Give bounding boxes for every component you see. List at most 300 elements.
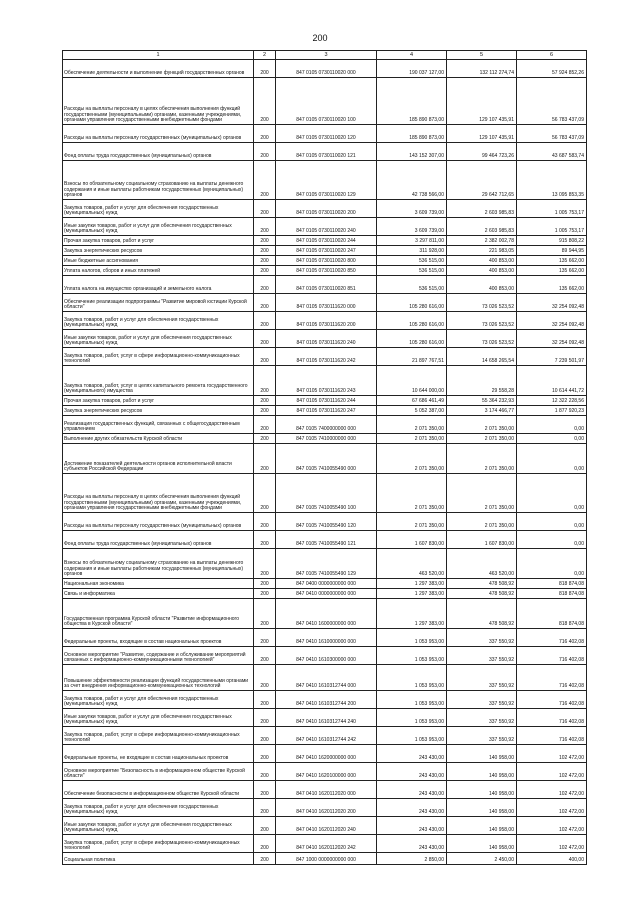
row-name: Расходы на выплаты персоналу в целях обеспечения выполнения функций государственными (муниципальными) органами, казенными учреждениями, органами управления государственными внебюджетными фондами bbox=[63, 474, 254, 513]
row-classification-code: 847 0105 7410055490 100 bbox=[276, 474, 377, 513]
row-classification-code: 847 0105 0730111620 242 bbox=[276, 348, 377, 366]
row-executed-amount: 29 642 712,65 bbox=[447, 161, 517, 200]
row-approved-amount: 3 609 739,00 bbox=[377, 200, 447, 218]
row-executed-amount: 2 071 350,00 bbox=[447, 416, 517, 434]
row-line-code: 200 bbox=[254, 444, 276, 474]
row-classification-code: 847 0105 7410055490 129 bbox=[276, 549, 377, 579]
row-approved-amount: 143 152 307,00 bbox=[377, 143, 447, 161]
row-executed-amount: 14 658 265,54 bbox=[447, 348, 517, 366]
table-row bbox=[63, 78, 587, 125]
row-line-code: 200 bbox=[254, 256, 276, 266]
row-executed-amount: 337 550,92 bbox=[447, 647, 517, 665]
table-row bbox=[63, 444, 587, 474]
table-row bbox=[63, 256, 587, 266]
row-line-code: 200 bbox=[254, 579, 276, 589]
row-name: Закупка товаров, работ и услуг для обеспечения государственных (муниципальных) нужд bbox=[63, 312, 254, 330]
row-approved-amount: 1 297 383,00 bbox=[377, 579, 447, 589]
row-approved-amount: 1 607 830,00 bbox=[377, 531, 447, 549]
row-executed-amount: 337 550,92 bbox=[447, 691, 517, 709]
row-executed-amount: 463 520,00 bbox=[447, 549, 517, 579]
row-line-code: 200 bbox=[254, 246, 276, 256]
row-unexecuted-amount: 12 322 228,56 bbox=[517, 396, 587, 406]
row-classification-code: 847 0105 0730110020 000 bbox=[276, 60, 377, 78]
table-row bbox=[63, 246, 587, 256]
table-row bbox=[63, 396, 587, 406]
row-approved-amount: 2 071 350,00 bbox=[377, 416, 447, 434]
row-name: Иные закупки товаров, работ и услуг для обеспечения государственных (муниципальных) нужд bbox=[63, 817, 254, 835]
row-classification-code: 847 0105 0730111620 000 bbox=[276, 294, 377, 312]
row-line-code: 200 bbox=[254, 366, 276, 396]
row-line-code: 200 bbox=[254, 745, 276, 763]
row-name: Закупка товаров, работ, услуг в целях капитального ремонта государственного (муниципального) имущества bbox=[63, 366, 254, 396]
row-classification-code: 847 0410 1620112020 240 bbox=[276, 817, 377, 835]
table-row bbox=[63, 589, 587, 599]
row-unexecuted-amount: 102 472,00 bbox=[517, 817, 587, 835]
row-name: Уплата налога на имущество организаций и земельного налога bbox=[63, 276, 254, 294]
row-classification-code: 847 0105 7410055490 120 bbox=[276, 513, 377, 531]
row-unexecuted-amount: 0,00 bbox=[517, 531, 587, 549]
page-number: 200 bbox=[312, 33, 328, 43]
row-classification-code: 847 0105 7400000000 000 bbox=[276, 416, 377, 434]
row-unexecuted-amount: 56 783 437,09 bbox=[517, 125, 587, 143]
row-unexecuted-amount: 32 254 092,48 bbox=[517, 312, 587, 330]
row-classification-code: 847 0410 1610300000 000 bbox=[276, 647, 377, 665]
row-executed-amount: 129 107 435,91 bbox=[447, 125, 517, 143]
row-classification-code: 847 0105 7410055490 000 bbox=[276, 444, 377, 474]
row-unexecuted-amount: 818 874,08 bbox=[517, 589, 587, 599]
row-approved-amount: 1 297 383,00 bbox=[377, 599, 447, 629]
row-unexecuted-amount: 0,00 bbox=[517, 444, 587, 474]
table-row bbox=[63, 691, 587, 709]
table-row bbox=[63, 513, 587, 531]
row-executed-amount: 337 550,92 bbox=[447, 727, 517, 745]
row-approved-amount: 105 280 616,00 bbox=[377, 294, 447, 312]
row-unexecuted-amount: 0,00 bbox=[517, 474, 587, 513]
table-row bbox=[63, 312, 587, 330]
row-unexecuted-amount: 102 472,00 bbox=[517, 745, 587, 763]
row-approved-amount: 243 430,00 bbox=[377, 781, 447, 799]
row-name: Закупка товаров, работ, услуг в сфере информационно-коммуникационных технологий bbox=[63, 727, 254, 745]
header-cell: 2 bbox=[254, 51, 276, 60]
row-executed-amount: 400 853,00 bbox=[447, 266, 517, 276]
row-executed-amount: 400 853,00 bbox=[447, 256, 517, 266]
row-classification-code: 847 0105 0730110020 800 bbox=[276, 256, 377, 266]
row-executed-amount: 3 174 466,77 bbox=[447, 406, 517, 416]
row-classification-code: 847 0410 1620112020 000 bbox=[276, 781, 377, 799]
row-approved-amount: 5 052 387,00 bbox=[377, 406, 447, 416]
row-executed-amount: 73 026 523,52 bbox=[447, 312, 517, 330]
row-unexecuted-amount: 102 472,00 bbox=[517, 835, 587, 853]
row-approved-amount: 243 430,00 bbox=[377, 763, 447, 781]
row-executed-amount: 2 071 350,00 bbox=[447, 434, 517, 444]
row-line-code: 200 bbox=[254, 853, 276, 865]
row-unexecuted-amount: 716 402,08 bbox=[517, 665, 587, 691]
row-name: Закупка товаров, работ, услуг в сфере информационно-коммуникационных технологий bbox=[63, 348, 254, 366]
row-executed-amount: 337 550,92 bbox=[447, 629, 517, 647]
row-unexecuted-amount: 102 472,00 bbox=[517, 781, 587, 799]
row-executed-amount: 29 558,28 bbox=[447, 366, 517, 396]
row-classification-code: 847 0410 1610312744 242 bbox=[276, 727, 377, 745]
row-unexecuted-amount: 32 254 092,48 bbox=[517, 294, 587, 312]
row-unexecuted-amount: 716 402,08 bbox=[517, 709, 587, 727]
row-name: Закупка товаров, работ, услуг в сфере информационно-коммуникационных технологий bbox=[63, 835, 254, 853]
row-classification-code: 847 0410 0000000000 000 bbox=[276, 589, 377, 599]
table-row bbox=[63, 629, 587, 647]
row-approved-amount: 243 430,00 bbox=[377, 799, 447, 817]
row-classification-code: 847 0105 7410000000 000 bbox=[276, 434, 377, 444]
row-name: Уплата налогов, сборов и иных платежей bbox=[63, 266, 254, 276]
row-line-code: 200 bbox=[254, 312, 276, 330]
row-approved-amount: 42 738 566,00 bbox=[377, 161, 447, 200]
row-executed-amount: 140 958,00 bbox=[447, 745, 517, 763]
row-line-code: 200 bbox=[254, 330, 276, 348]
table-row bbox=[63, 294, 587, 312]
row-name: Иные закупки товаров, работ и услуг для обеспечения государственных (муниципальных) нужд bbox=[63, 330, 254, 348]
row-classification-code: 847 0105 0730111620 244 bbox=[276, 396, 377, 406]
table-row bbox=[63, 266, 587, 276]
row-unexecuted-amount: 716 402,08 bbox=[517, 629, 587, 647]
row-approved-amount: 2 071 350,00 bbox=[377, 474, 447, 513]
row-executed-amount: 132 112 274,74 bbox=[447, 60, 517, 78]
row-unexecuted-amount: 1 877 920,23 bbox=[517, 406, 587, 416]
row-name: Федеральные проекты, входящие в состав национальных проектов bbox=[63, 629, 254, 647]
row-approved-amount: 463 520,00 bbox=[377, 549, 447, 579]
table-row bbox=[63, 416, 587, 434]
row-unexecuted-amount: 400,00 bbox=[517, 853, 587, 865]
row-unexecuted-amount: 43 687 583,74 bbox=[517, 143, 587, 161]
row-executed-amount: 337 550,92 bbox=[447, 665, 517, 691]
row-classification-code: 847 0410 1620100000 000 bbox=[276, 763, 377, 781]
row-name: Расходы на выплаты персоналу государственных (муниципальных) органов bbox=[63, 513, 254, 531]
row-name: Национальная экономика bbox=[63, 579, 254, 589]
row-unexecuted-amount: 7 239 501,97 bbox=[517, 348, 587, 366]
row-executed-amount: 2 071 350,00 bbox=[447, 474, 517, 513]
row-unexecuted-amount: 0,00 bbox=[517, 416, 587, 434]
row-line-code: 200 bbox=[254, 434, 276, 444]
row-unexecuted-amount: 57 924 852,26 bbox=[517, 60, 587, 78]
table-row bbox=[63, 348, 587, 366]
row-executed-amount: 2 450,00 bbox=[447, 853, 517, 865]
row-classification-code: 847 0105 0730110020 121 bbox=[276, 143, 377, 161]
table-row bbox=[63, 366, 587, 396]
row-line-code: 200 bbox=[254, 276, 276, 294]
row-approved-amount: 185 890 873,00 bbox=[377, 78, 447, 125]
row-classification-code: 847 0105 0730110020 100 bbox=[276, 78, 377, 125]
row-executed-amount: 73 026 523,52 bbox=[447, 294, 517, 312]
row-approved-amount: 1 297 383,00 bbox=[377, 589, 447, 599]
table-row bbox=[63, 434, 587, 444]
row-executed-amount: 129 107 435,91 bbox=[447, 78, 517, 125]
row-unexecuted-amount: 716 402,08 bbox=[517, 727, 587, 745]
row-classification-code: 847 0105 7410055490 121 bbox=[276, 531, 377, 549]
row-classification-code: 847 0105 0730110020 244 bbox=[276, 236, 377, 246]
table-row bbox=[63, 579, 587, 589]
row-unexecuted-amount: 135 662,00 bbox=[517, 266, 587, 276]
budget-execution-table bbox=[62, 50, 587, 865]
table-row bbox=[63, 531, 587, 549]
row-line-code: 200 bbox=[254, 143, 276, 161]
row-approved-amount: 243 430,00 bbox=[377, 745, 447, 763]
row-unexecuted-amount: 716 402,08 bbox=[517, 691, 587, 709]
row-line-code: 200 bbox=[254, 416, 276, 434]
row-unexecuted-amount: 56 783 437,09 bbox=[517, 78, 587, 125]
row-line-code: 200 bbox=[254, 531, 276, 549]
row-approved-amount: 105 280 616,00 bbox=[377, 330, 447, 348]
row-line-code: 200 bbox=[254, 513, 276, 531]
row-name: Достижение показателей деятельности органов исполнительной власти субъектов Российской Федерации bbox=[63, 444, 254, 474]
row-name: Обеспечение реализации подпрограммы "Развитие мировой юстиции Курской области" bbox=[63, 294, 254, 312]
row-executed-amount: 140 958,00 bbox=[447, 835, 517, 853]
row-unexecuted-amount: 1 005 753,17 bbox=[517, 200, 587, 218]
row-executed-amount: 99 464 723,26 bbox=[447, 143, 517, 161]
row-name: Фонд оплаты труда государственных (муниципальных) органов bbox=[63, 143, 254, 161]
row-approved-amount: 536 515,00 bbox=[377, 276, 447, 294]
header-cell: 4 bbox=[377, 51, 447, 60]
row-classification-code: 847 0410 1620112020 242 bbox=[276, 835, 377, 853]
row-classification-code: 847 0105 0730110020 120 bbox=[276, 125, 377, 143]
row-name: Основное мероприятие "Развитие, содержание и обслуживание мероприятий связанных с информационно-коммуникационными технологией" bbox=[63, 647, 254, 665]
row-executed-amount: 2 071 350,00 bbox=[447, 444, 517, 474]
table-row bbox=[63, 161, 587, 200]
table-row bbox=[63, 647, 587, 665]
row-classification-code: 847 0410 1610312744 000 bbox=[276, 665, 377, 691]
row-line-code: 200 bbox=[254, 781, 276, 799]
table-row bbox=[63, 781, 587, 799]
row-line-code: 200 bbox=[254, 406, 276, 416]
row-executed-amount: 221 983,05 bbox=[447, 246, 517, 256]
row-name: Взносы по обязательному социальному страхованию на выплаты денежного содержания и иные выплаты работникам государственных (муниципальных) органов bbox=[63, 161, 254, 200]
table-row bbox=[63, 799, 587, 817]
row-approved-amount: 243 430,00 bbox=[377, 817, 447, 835]
row-name: Федеральные проекты, не входящие в состав национальных проектов bbox=[63, 745, 254, 763]
row-unexecuted-amount: 716 402,08 bbox=[517, 647, 587, 665]
row-approved-amount: 185 890 873,00 bbox=[377, 125, 447, 143]
row-classification-code: 847 0410 1610312744 240 bbox=[276, 709, 377, 727]
row-executed-amount: 2 603 985,83 bbox=[447, 200, 517, 218]
row-name: Фонд оплаты труда государственных (муниципальных) органов bbox=[63, 531, 254, 549]
row-executed-amount: 337 550,92 bbox=[447, 709, 517, 727]
row-unexecuted-amount: 102 472,00 bbox=[517, 763, 587, 781]
row-line-code: 200 bbox=[254, 236, 276, 246]
row-name: Обеспечение деятельности и выполнение функций государственных органов bbox=[63, 60, 254, 78]
row-line-code: 200 bbox=[254, 647, 276, 665]
table-row bbox=[63, 599, 587, 629]
row-executed-amount: 55 364 232,93 bbox=[447, 396, 517, 406]
row-classification-code: 847 0105 0730110020 200 bbox=[276, 200, 377, 218]
row-line-code: 200 bbox=[254, 549, 276, 579]
table-row bbox=[63, 853, 587, 865]
header-cell: 5 bbox=[447, 51, 517, 60]
row-approved-amount: 1 053 953,00 bbox=[377, 727, 447, 745]
table-row bbox=[63, 236, 587, 246]
row-approved-amount: 67 686 461,49 bbox=[377, 396, 447, 406]
row-name: Закупка энергетических ресурсов bbox=[63, 246, 254, 256]
row-line-code: 200 bbox=[254, 691, 276, 709]
row-unexecuted-amount: 135 662,00 bbox=[517, 276, 587, 294]
header-row bbox=[63, 51, 587, 60]
row-line-code: 200 bbox=[254, 266, 276, 276]
row-name: Выполнение других обязательств Курской области bbox=[63, 434, 254, 444]
row-unexecuted-amount: 0,00 bbox=[517, 434, 587, 444]
row-name: Социальная политика bbox=[63, 853, 254, 865]
row-unexecuted-amount: 818 874,08 bbox=[517, 599, 587, 629]
row-name: Повышение эффективности реализации функций государственными органами за счет внедрения информационно-коммуникационных технологий bbox=[63, 665, 254, 691]
row-executed-amount: 478 508,92 bbox=[447, 579, 517, 589]
row-name: Расходы на выплаты персоналу в целях обеспечения выполнения функций государственными (муниципальными) органами, казенными учреждениями, органами управления государственными внебюджетными фондами bbox=[63, 78, 254, 125]
row-classification-code: 847 0105 0730110020 850 bbox=[276, 266, 377, 276]
row-classification-code: 847 0105 0730110020 247 bbox=[276, 246, 377, 256]
row-approved-amount: 311 928,00 bbox=[377, 246, 447, 256]
row-unexecuted-amount: 915 808,22 bbox=[517, 236, 587, 246]
row-classification-code: 847 0410 1610312744 200 bbox=[276, 691, 377, 709]
row-line-code: 200 bbox=[254, 474, 276, 513]
table-row bbox=[63, 406, 587, 416]
row-line-code: 200 bbox=[254, 599, 276, 629]
row-name: Иные закупки товаров, работ и услуг для обеспечения государственных (муниципальных) нужд bbox=[63, 218, 254, 236]
row-approved-amount: 2 071 350,00 bbox=[377, 513, 447, 531]
row-unexecuted-amount: 13 095 853,35 bbox=[517, 161, 587, 200]
row-name: Закупка товаров, работ и услуг для обеспечения государственных (муниципальных) нужд bbox=[63, 691, 254, 709]
row-approved-amount: 1 053 953,00 bbox=[377, 647, 447, 665]
row-line-code: 200 bbox=[254, 60, 276, 78]
row-name: Закупка товаров, работ и услуг для обеспечения государственных (муниципальных) нужд bbox=[63, 200, 254, 218]
row-classification-code: 847 0410 1600000000 000 bbox=[276, 599, 377, 629]
table-row bbox=[63, 817, 587, 835]
table-row bbox=[63, 276, 587, 294]
row-line-code: 200 bbox=[254, 709, 276, 727]
table-row bbox=[63, 143, 587, 161]
row-classification-code: 847 0105 0730111620 240 bbox=[276, 330, 377, 348]
table-row bbox=[63, 330, 587, 348]
row-line-code: 200 bbox=[254, 200, 276, 218]
table-row bbox=[63, 200, 587, 218]
row-line-code: 200 bbox=[254, 161, 276, 200]
table-row bbox=[63, 474, 587, 513]
row-classification-code: 847 0105 0730110020 240 bbox=[276, 218, 377, 236]
row-classification-code: 847 0410 1610000000 000 bbox=[276, 629, 377, 647]
row-executed-amount: 478 508,92 bbox=[447, 589, 517, 599]
row-approved-amount: 2 071 350,00 bbox=[377, 434, 447, 444]
row-line-code: 200 bbox=[254, 78, 276, 125]
row-approved-amount: 2 850,00 bbox=[377, 853, 447, 865]
row-unexecuted-amount: 102 472,00 bbox=[517, 799, 587, 817]
row-approved-amount: 1 053 953,00 bbox=[377, 691, 447, 709]
row-name: Расходы на выплаты персоналу государственных (муниципальных) органов bbox=[63, 125, 254, 143]
row-approved-amount: 21 897 767,51 bbox=[377, 348, 447, 366]
table-row bbox=[63, 763, 587, 781]
row-unexecuted-amount: 0,00 bbox=[517, 549, 587, 579]
row-executed-amount: 140 958,00 bbox=[447, 781, 517, 799]
row-line-code: 200 bbox=[254, 727, 276, 745]
row-name: Основное мероприятие "Безопасность в информационном обществе Курской области" bbox=[63, 763, 254, 781]
table-row bbox=[63, 665, 587, 691]
row-line-code: 200 bbox=[254, 218, 276, 236]
row-line-code: 200 bbox=[254, 125, 276, 143]
row-name: Реализация государственных функций, связанных с общегосударственным управлением bbox=[63, 416, 254, 434]
row-approved-amount: 536 515,00 bbox=[377, 256, 447, 266]
row-name: Иные бюджетные ассигнования bbox=[63, 256, 254, 266]
row-classification-code: 847 0410 1620112020 200 bbox=[276, 799, 377, 817]
row-approved-amount: 190 037 127,00 bbox=[377, 60, 447, 78]
row-approved-amount: 1 053 953,00 bbox=[377, 629, 447, 647]
row-classification-code: 847 0105 0730111620 247 bbox=[276, 406, 377, 416]
row-approved-amount: 105 280 616,00 bbox=[377, 312, 447, 330]
row-line-code: 200 bbox=[254, 396, 276, 406]
row-line-code: 200 bbox=[254, 665, 276, 691]
table-row bbox=[63, 125, 587, 143]
row-name: Иные закупки товаров, работ и услуг для обеспечения государственных (муниципальных) нужд bbox=[63, 709, 254, 727]
header-cell: 1 bbox=[63, 51, 254, 60]
row-approved-amount: 3 297 811,00 bbox=[377, 236, 447, 246]
table-row bbox=[63, 218, 587, 236]
row-classification-code: 847 0105 0730110020 851 bbox=[276, 276, 377, 294]
row-executed-amount: 2 071 350,00 bbox=[447, 513, 517, 531]
row-executed-amount: 140 958,00 bbox=[447, 763, 517, 781]
row-line-code: 200 bbox=[254, 629, 276, 647]
row-name: Государственная программа Курской области "Развитие информационного общества в Курской области" bbox=[63, 599, 254, 629]
row-approved-amount: 3 609 739,00 bbox=[377, 218, 447, 236]
row-name: Закупка товаров, работ и услуг для обеспечения государственных (муниципальных) нужд bbox=[63, 799, 254, 817]
row-line-code: 200 bbox=[254, 835, 276, 853]
row-line-code: 200 bbox=[254, 348, 276, 366]
row-unexecuted-amount: 32 254 092,48 bbox=[517, 330, 587, 348]
row-executed-amount: 1 607 830,00 bbox=[447, 531, 517, 549]
row-line-code: 200 bbox=[254, 294, 276, 312]
row-approved-amount: 10 644 000,00 bbox=[377, 366, 447, 396]
row-executed-amount: 478 508,92 bbox=[447, 599, 517, 629]
row-unexecuted-amount: 135 662,00 bbox=[517, 256, 587, 266]
row-unexecuted-amount: 10 614 441,72 bbox=[517, 366, 587, 396]
row-executed-amount: 73 026 523,52 bbox=[447, 330, 517, 348]
table-row bbox=[63, 60, 587, 78]
row-name: Прочая закупка товаров, работ и услуг bbox=[63, 396, 254, 406]
row-classification-code: 847 0105 0730111620 200 bbox=[276, 312, 377, 330]
row-unexecuted-amount: 89 944,95 bbox=[517, 246, 587, 256]
row-executed-amount: 400 853,00 bbox=[447, 276, 517, 294]
row-classification-code: 847 0105 0730110020 129 bbox=[276, 161, 377, 200]
row-name: Обеспечение безопасности в информационном обществе Курской области bbox=[63, 781, 254, 799]
row-unexecuted-amount: 1 005 753,17 bbox=[517, 218, 587, 236]
row-executed-amount: 2 382 002,78 bbox=[447, 236, 517, 246]
row-classification-code: 847 0400 0000000000 000 bbox=[276, 579, 377, 589]
row-approved-amount: 2 071 350,00 bbox=[377, 444, 447, 474]
row-name: Взносы по обязательному социальному страхованию на выплаты денежного содержания и иные выплаты работникам государственных (муниципальных) органов bbox=[63, 549, 254, 579]
row-unexecuted-amount: 0,00 bbox=[517, 513, 587, 531]
table-row bbox=[63, 727, 587, 745]
row-name: Связь и информатика bbox=[63, 589, 254, 599]
header-cell: 6 bbox=[517, 51, 587, 60]
row-approved-amount: 1 053 953,00 bbox=[377, 665, 447, 691]
row-line-code: 200 bbox=[254, 817, 276, 835]
table-row bbox=[63, 745, 587, 763]
row-executed-amount: 140 958,00 bbox=[447, 799, 517, 817]
table-row bbox=[63, 709, 587, 727]
row-executed-amount: 140 958,00 bbox=[447, 817, 517, 835]
row-line-code: 200 bbox=[254, 799, 276, 817]
row-name: Закупка энергетических ресурсов bbox=[63, 406, 254, 416]
row-executed-amount: 2 603 985,83 bbox=[447, 218, 517, 236]
row-line-code: 200 bbox=[254, 763, 276, 781]
row-approved-amount: 243 430,00 bbox=[377, 835, 447, 853]
row-classification-code: 847 0410 1620000000 000 bbox=[276, 745, 377, 763]
row-name: Прочая закупка товаров, работ и услуг bbox=[63, 236, 254, 246]
row-approved-amount: 1 053 953,00 bbox=[377, 709, 447, 727]
header-cell: 3 bbox=[276, 51, 377, 60]
table-row bbox=[63, 835, 587, 853]
row-classification-code: 847 1000 0000000000 000 bbox=[276, 853, 377, 865]
row-unexecuted-amount: 818 874,08 bbox=[517, 579, 587, 589]
table-row bbox=[63, 549, 587, 579]
